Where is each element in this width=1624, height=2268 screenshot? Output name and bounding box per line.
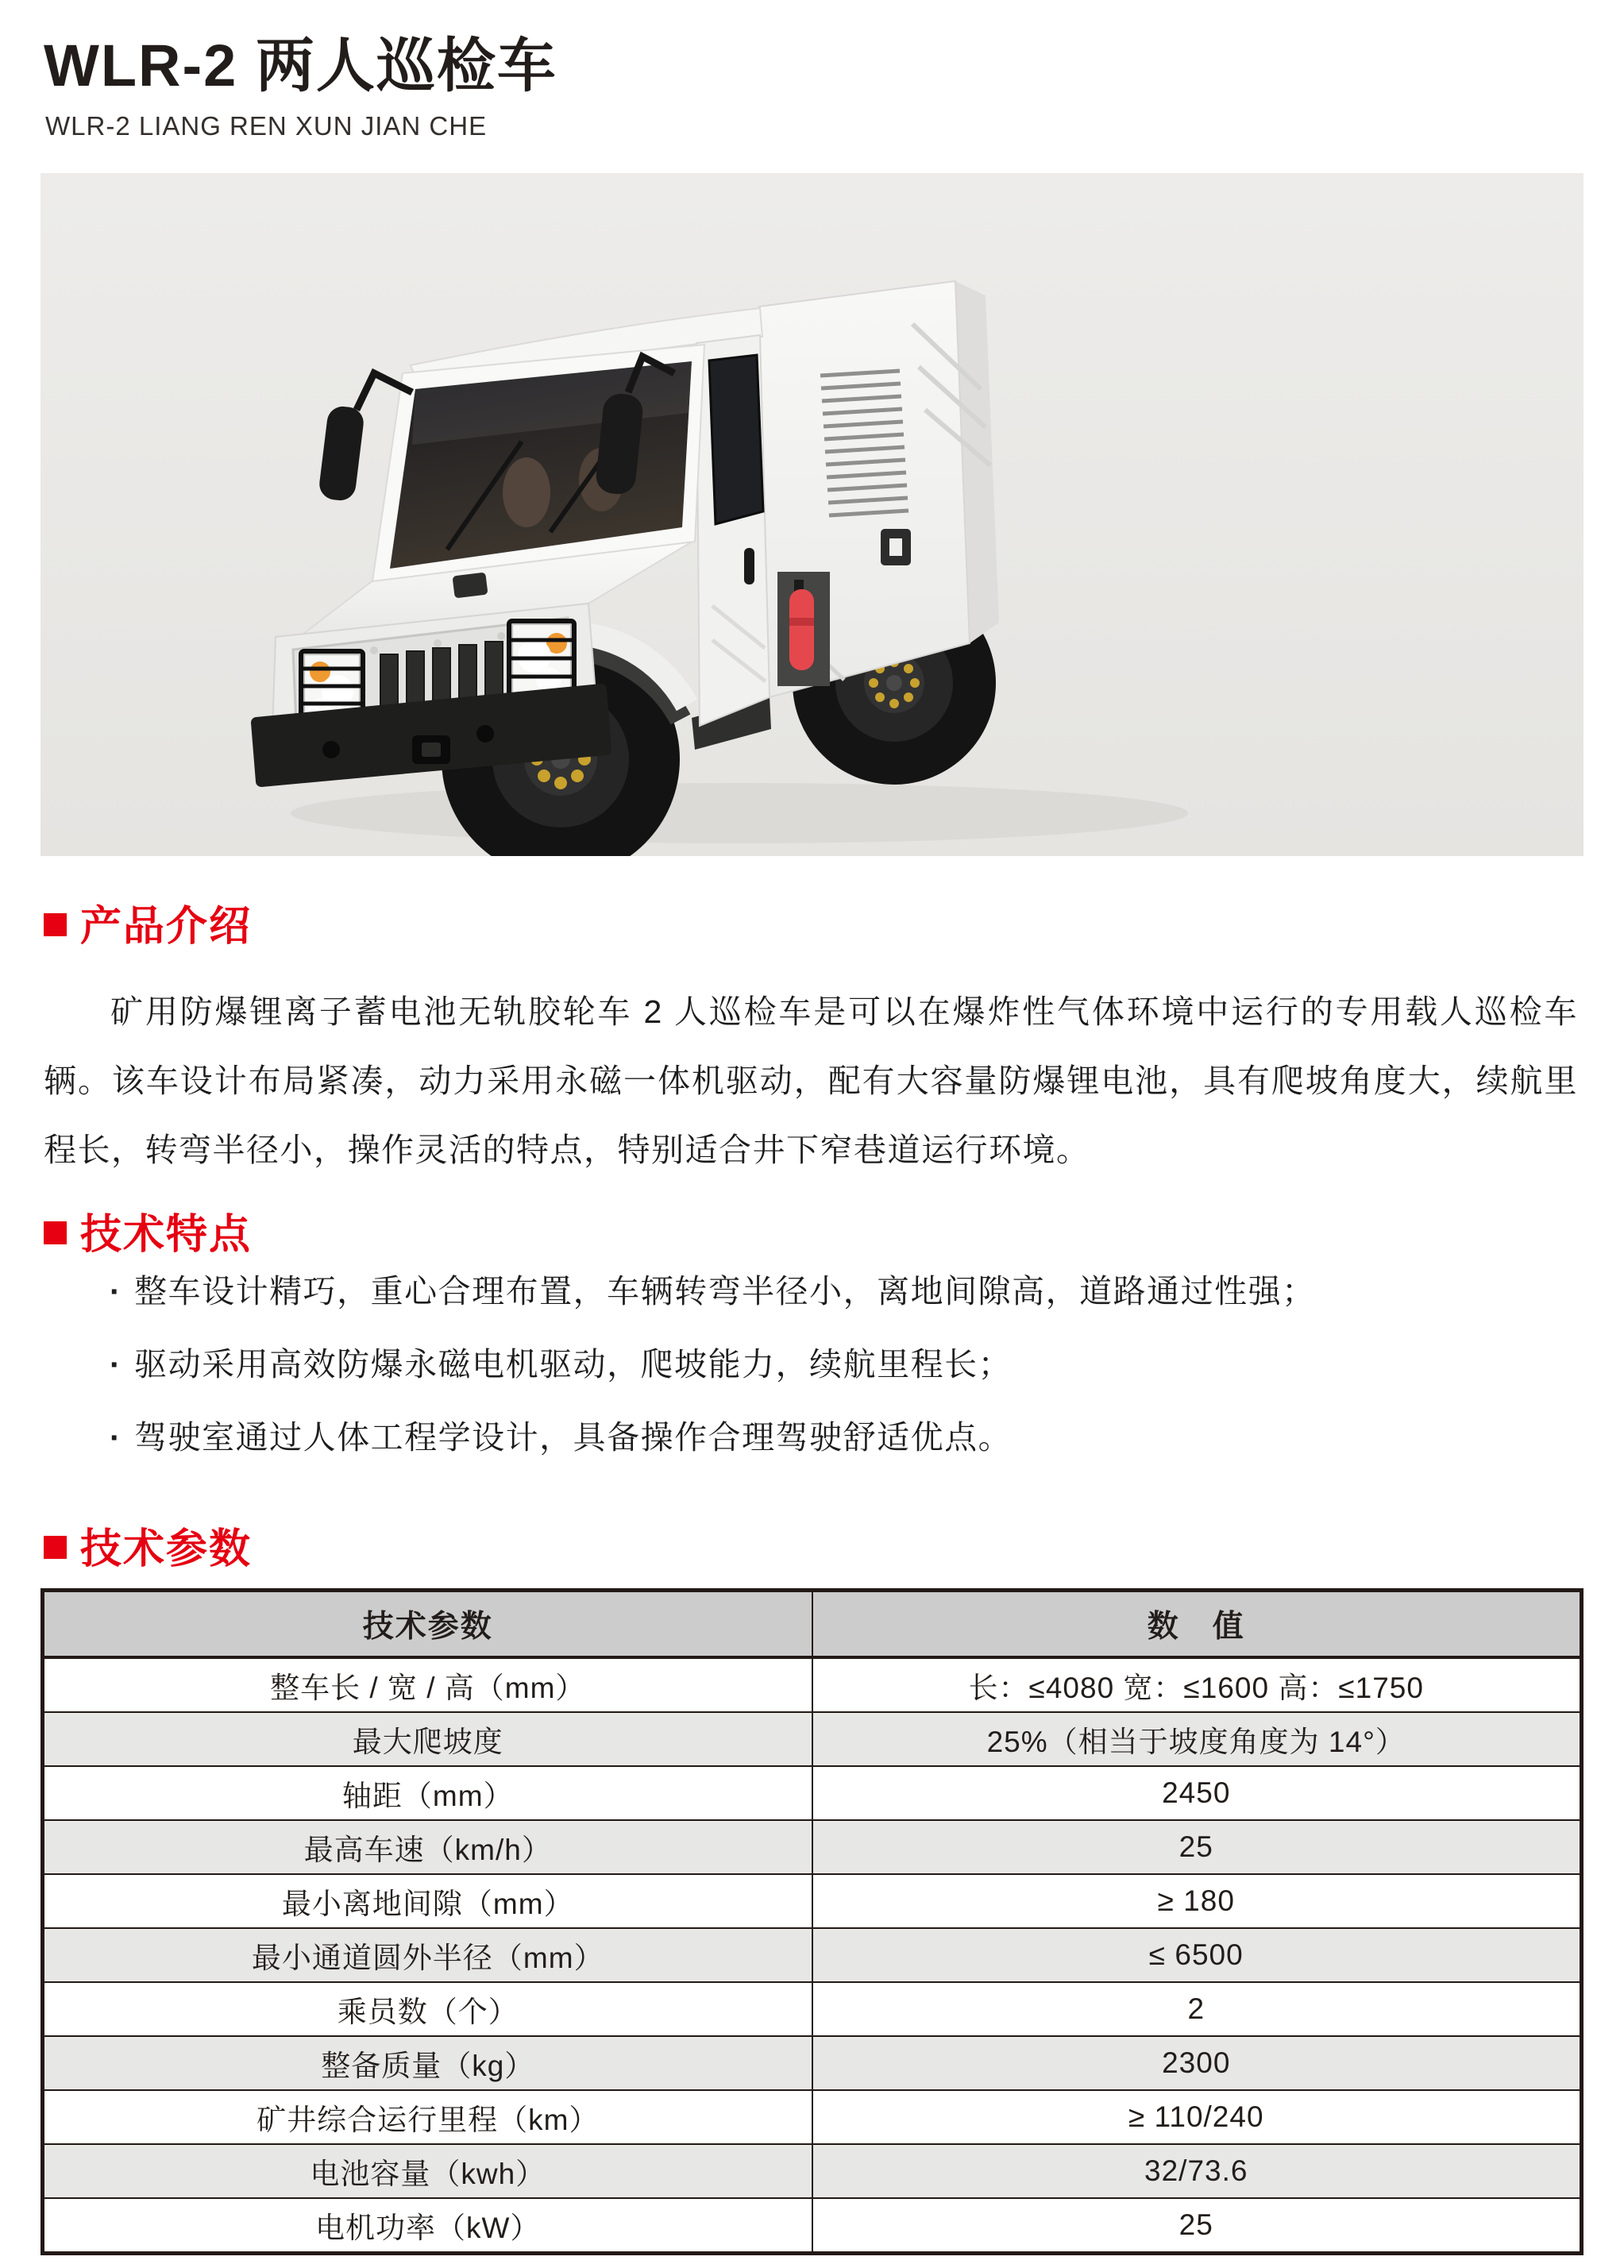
param-cell: 整备质量（kg） bbox=[43, 2036, 812, 2090]
feature-item-text: 整车设计精巧，重心合理布置，车辆转弯半径小，离地间隙高，道路通过性强； bbox=[134, 1273, 1316, 1310]
table-header-row bbox=[43, 1591, 1582, 1658]
column-header-value: 数 值 bbox=[812, 1591, 1582, 1658]
param-cell: 矿井综合运行里程（km） bbox=[43, 2090, 812, 2144]
feature-item bbox=[110, 1401, 1555, 1474]
value-cell: 长：≤4080 宽：≤1600 高：≤1750 bbox=[812, 1657, 1582, 1712]
feature-list bbox=[110, 1255, 1555, 1474]
specs-table bbox=[41, 1588, 1583, 2255]
value-cell: 2300 bbox=[812, 2036, 1582, 2090]
section-heading-intro-label: 产品介绍 bbox=[80, 904, 253, 950]
feature-item bbox=[110, 1255, 1555, 1328]
windshield bbox=[372, 345, 704, 581]
red-square-bullet-icon bbox=[44, 913, 67, 936]
param-cell: 最小通道圆外半径（mm） bbox=[43, 1928, 812, 1982]
dot-bullet-icon: · bbox=[110, 1346, 122, 1383]
table-row bbox=[43, 1874, 1582, 1928]
feature-item-text: 驱动采用高效防爆永磁电机驱动，爬坡能力，续航里程长； bbox=[134, 1346, 1013, 1383]
value-cell: 32/73.6 bbox=[812, 2144, 1582, 2198]
value-cell: ≤ 6500 bbox=[812, 1928, 1582, 1982]
param-cell: 最高车速（km/h） bbox=[43, 1820, 812, 1874]
table-row bbox=[43, 2144, 1582, 2198]
section-heading-features-label: 技术特点 bbox=[80, 1212, 253, 1258]
cab-door bbox=[696, 335, 770, 726]
value-cell: ≥ 110/240 bbox=[812, 2090, 1582, 2144]
table-row bbox=[43, 1657, 1582, 1712]
table-row bbox=[43, 2036, 1582, 2090]
vehicle-illustration bbox=[41, 173, 1583, 856]
table-row bbox=[43, 2090, 1582, 2144]
table-row bbox=[43, 1820, 1582, 1874]
table-row bbox=[43, 1712, 1582, 1766]
column-header-parameter: 技术参数 bbox=[43, 1591, 812, 1658]
vehicle-photo bbox=[41, 173, 1583, 856]
fire-extinguisher bbox=[777, 572, 830, 686]
param-cell: 电机功率（kW） bbox=[43, 2198, 812, 2254]
param-cell: 最大爬坡度 bbox=[43, 1712, 812, 1766]
section-heading-specs bbox=[44, 1515, 252, 1575]
page-title: WLR-2 两人巡检车 bbox=[44, 33, 557, 98]
dot-bullet-icon: · bbox=[110, 1273, 122, 1310]
page-subtitle: WLR-2 LIANG REN XUN JIAN CHE bbox=[45, 111, 488, 141]
table-row bbox=[43, 2198, 1582, 2254]
param-cell: 电池容量（kwh） bbox=[43, 2144, 812, 2198]
section-heading-specs-label: 技术参数 bbox=[80, 1526, 253, 1572]
feature-item-text: 驾驶室通过人体工程学设计，具备操作合理驾驶舒适优点。 bbox=[134, 1419, 1013, 1456]
param-cell: 轴距（mm） bbox=[43, 1766, 812, 1820]
red-square-bullet-icon bbox=[44, 1221, 67, 1244]
param-cell: 最小离地间隙（mm） bbox=[43, 1874, 812, 1928]
dot-bullet-icon: · bbox=[110, 1419, 122, 1456]
red-square-bullet-icon bbox=[44, 1536, 67, 1559]
section-heading-intro bbox=[44, 893, 252, 952]
feature-item bbox=[110, 1328, 1555, 1401]
param-cell: 整车长 / 宽 / 高（mm） bbox=[43, 1657, 812, 1712]
table-row bbox=[43, 1982, 1582, 2036]
intro-paragraph: 矿用防爆锂离子蓄电池无轨胶轮车 2 人巡检车是可以在爆炸性气体环境中运行的专用载人巡检车辆。该车设计布局紧凑，动力采用永磁一体机驱动，配有大容量防爆锂电池，具有爬坡角度大，续航里程长，转弯半径小，操作灵活的特点，特别适合井下窄巷道运行环境。 bbox=[44, 993, 1578, 1168]
value-cell: 25%（相当于坡度角度为 14°） bbox=[812, 1712, 1582, 1766]
value-cell: 2 bbox=[812, 1982, 1582, 2036]
value-cell: 25 bbox=[812, 1820, 1582, 1874]
table-row bbox=[43, 1928, 1582, 1982]
value-cell: 25 bbox=[812, 2198, 1582, 2254]
value-cell: ≥ 180 bbox=[812, 1874, 1582, 1928]
value-cell: 2450 bbox=[812, 1766, 1582, 1820]
table-row bbox=[43, 1766, 1582, 1820]
section-heading-features bbox=[44, 1201, 252, 1260]
param-cell: 乘员数（个） bbox=[43, 1982, 812, 2036]
